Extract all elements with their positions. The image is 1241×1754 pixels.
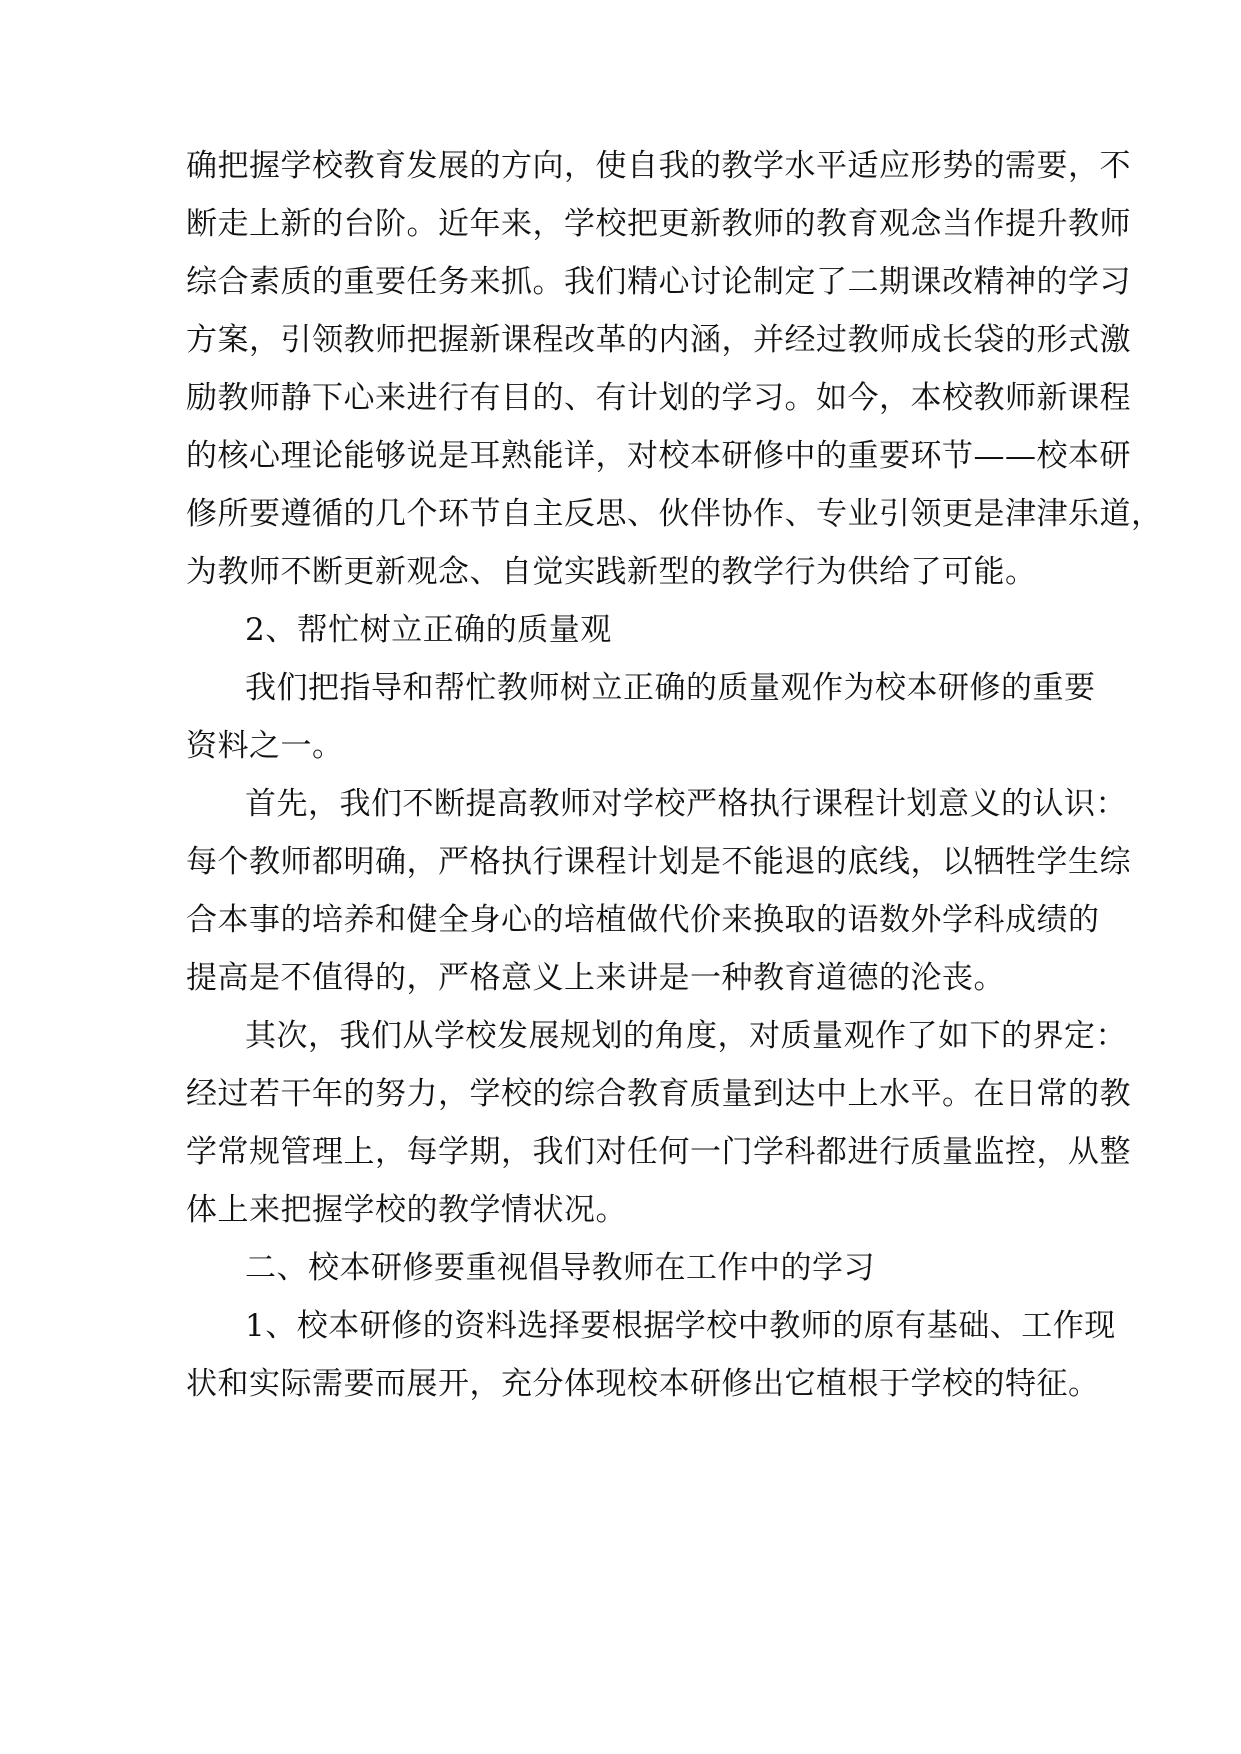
text-line-6: 的核心理论能够说是耳熟能详，对校本研修中的重要环节——校本研	[186, 438, 1131, 474]
text-line-8: 为教师不断更新观念、自觉实践新型的教学行为供给了可能。	[186, 554, 1037, 590]
text-line-5: 励教师静下心来进行有目的、有计划的学习。如今，本校教师新课程	[186, 380, 1131, 416]
text-line-2: 断走上新的台阶。近年来，学校把更新教师的教育观念当作提升教师	[186, 206, 1131, 242]
text-line-1: 确把握学校教育发展的方向，使自我的教学水平适应形势的需要，不	[186, 148, 1131, 184]
section-heading-two: 二、校本研修要重视倡导教师在工作中的学习	[245, 1250, 875, 1286]
text-line-3: 综合素质的重要任务来抓。我们精心讨论制定了二期课改精神的学习	[186, 264, 1131, 300]
text-line-10: 我们把指导和帮忙教师树立正确的质量观作为校本研修的重要	[245, 670, 1096, 706]
text-line-12: 首先，我们不断提高教师对学校严格执行课程计划意义的认识：	[245, 786, 1127, 822]
text-line-4: 方案，引领教师把握新课程改革的内涵，并经过教师成长袋的形式激	[186, 322, 1131, 358]
text-line-14: 合本事的培养和健全身心的培植做代价来换取的语数外学科成绩的	[186, 902, 1100, 938]
text-line-21: 1、校本研修的资料选择要根据学校中教师的原有基础、工作现	[245, 1308, 1116, 1344]
text-line-15: 提高是不值得的，严格意义上来讲是一种教育道德的沦丧。	[186, 960, 1005, 996]
text-line-18: 学常规管理上，每学期，我们对任何一门学科都进行质量监控，从整	[186, 1134, 1131, 1170]
subheading-quality-view: 2、帮忙树立正确的质量观	[245, 612, 612, 648]
text-line-11: 资料之一。	[186, 728, 344, 764]
text-line-13: 每个教师都明确，严格执行课程计划是不能退的底线，以牺牲学生综	[186, 844, 1131, 880]
text-line-19: 体上来把握学校的教学情状况。	[186, 1192, 627, 1228]
text-line-22: 状和实际需要而展开，充分体现校本研修出它植根于学校的特征。	[186, 1366, 1100, 1402]
text-line-16: 其次，我们从学校发展规划的角度，对质量观作了如下的界定：	[245, 1018, 1127, 1054]
text-line-7: 修所要遵循的几个环节自主反思、伙伴协作、专业引领更是津津乐道，	[186, 496, 1163, 532]
text-line-17: 经过若干年的努力，学校的综合教育质量到达中上水平。在日常的教	[186, 1076, 1131, 1112]
